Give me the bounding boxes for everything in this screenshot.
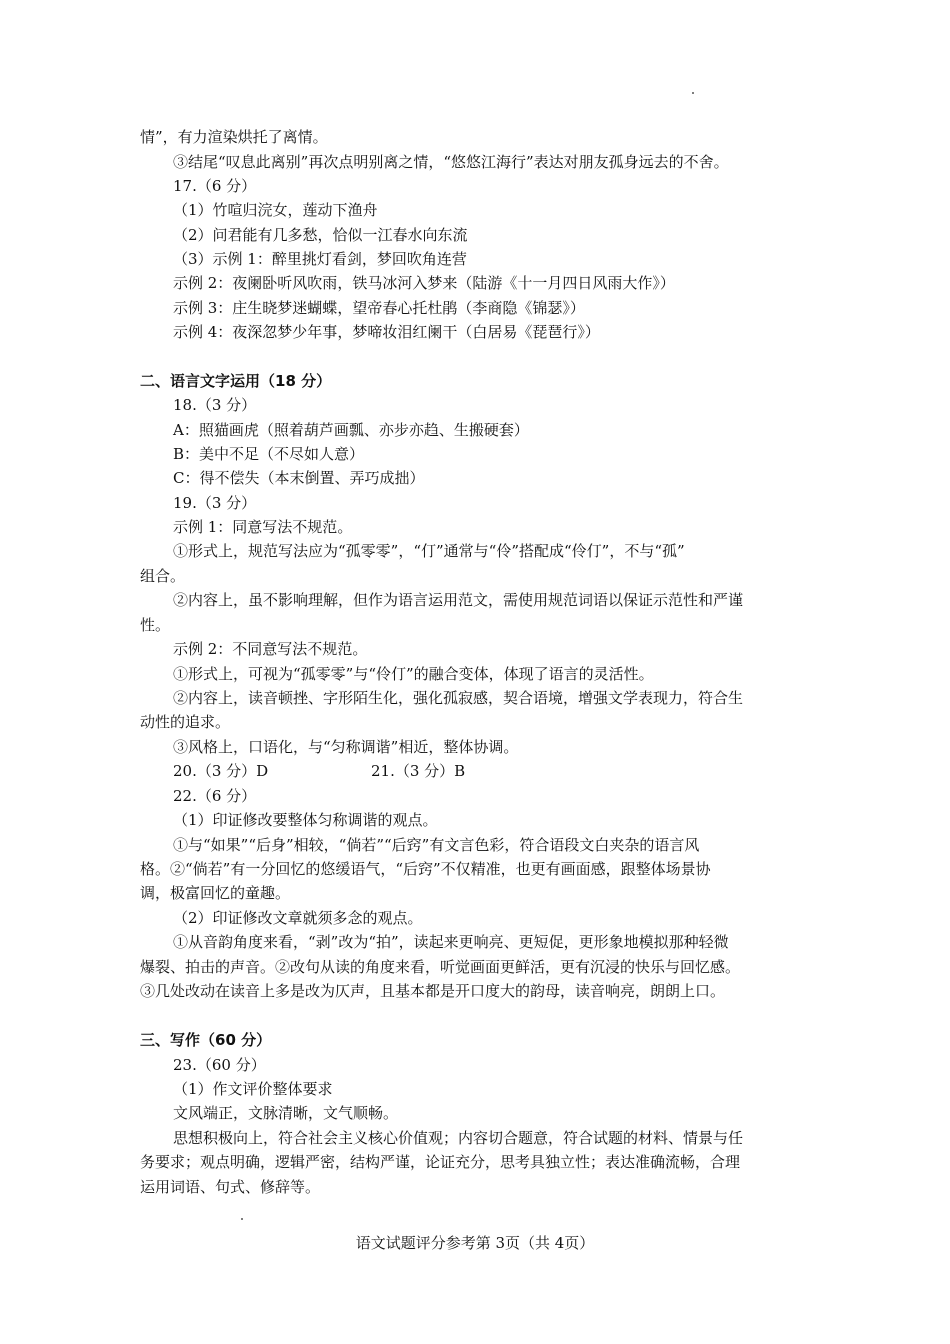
- question-heading: 18.（3 分）: [173, 396, 257, 414]
- text-line: 示例 4：夜深忽梦少年事，梦啼妆泪红阑干（白居易《琵琶行》）: [173, 323, 600, 341]
- text-line: 示例 3：庄生晓梦迷蝴蝶，望帝春心托杜鹃（李商隐《锦瑟》）: [173, 299, 585, 317]
- text-line: ①从音韵角度来看，“剥”改为“拍”，读起来更响亮、更短促，更形象地模拟那种轻微: [173, 933, 729, 951]
- question-answer: 20.（3 分）D: [173, 762, 269, 780]
- text-line: C：得不偿失（本末倒置、弄巧成拙）: [173, 469, 425, 487]
- question-heading: 19.（3 分）: [173, 494, 257, 512]
- text-line: ③风格上，口语化，与“匀称调谐”相近，整体协调。: [173, 738, 519, 756]
- scan-dot: [241, 1218, 243, 1220]
- text-line: （3）示例 1：醉里挑灯看剑，梦回吹角连营: [173, 250, 467, 268]
- text-line: 思想积极向上，符合社会主义核心价值观；内容切合题意，符合试题的材料、情景与任: [173, 1129, 744, 1147]
- text-line: 示例 2：夜阑卧听风吹雨，铁马冰河入梦来（陆游《十一月四日风雨大作》）: [173, 274, 675, 292]
- text-line: ①形式上，可视为“孤零零”与“伶仃”的融合变体，体现了语言的灵活性。: [173, 665, 654, 683]
- section-heading: 二、语言文字运用（18 分）: [140, 372, 332, 390]
- text-line: 组合。: [140, 567, 186, 585]
- text-line: ①与“如果”“后身”相较，“倘若”“后窍”有文言色彩，符合语段文白夹杂的语言风: [173, 836, 700, 854]
- text-line: A：照猫画虎（照着葫芦画瓢、亦步亦趋、生搬硬套）: [173, 421, 529, 439]
- text-line: ②内容上，虽不影响理解，但作为语言运用范文，需使用规范词语以保证示范性和严谨: [173, 591, 744, 609]
- text-line: ①形式上，规范写法应为“孤零零”，“仃”通常与“伶”搭配成“伶仃”，不与“孤”: [173, 542, 685, 560]
- question-heading: 17.（6 分）: [173, 177, 257, 195]
- text-line: ③结尾“叹息此离别”再次点明别离之情，“悠悠江海行”表达对朋友孤身远去的不舍。: [173, 153, 729, 171]
- section-heading: 三、写作（60 分）: [140, 1031, 272, 1049]
- text-line: 示例 2：不同意写法不规范。: [173, 640, 368, 658]
- text-line: 格。②“倘若”有一分回忆的悠缓语气，“后窍”不仅精准，也更有画面感，跟整体场景协: [140, 860, 711, 878]
- question-heading: 22.（6 分）: [173, 787, 257, 805]
- scan-dot: [692, 92, 694, 94]
- text-line: ②内容上，读音顿挫、字形陌生化，强化孤寂感，契合语境，增强文学表现力，符合生: [173, 689, 744, 707]
- text-line: （1）作文评价整体要求: [173, 1080, 333, 1098]
- text-line: （2）问君能有几多愁，恰似一江春水向东流: [173, 226, 468, 244]
- text-line: （2）印证修改文章就须多念的观点。: [173, 909, 423, 927]
- page-footer: 语文试题评分参考第 3页（共 4页）: [355, 1234, 595, 1252]
- text-line: ③几处改动在读音上多是改为仄声，且基本都是开口度大的韵母，读音响亮，朗朗上口。: [140, 982, 726, 1000]
- text-line: 调，极富回忆的童趣。: [140, 884, 291, 902]
- text-line: 性。: [140, 616, 171, 634]
- question-heading: 23.（60 分）: [173, 1056, 266, 1074]
- text-line: 文风端正，文脉清晰，文气顺畅。: [173, 1104, 399, 1122]
- text-line: 爆裂、拍击的声音。②改句从读的角度来看，听觉画面更鲜活，更有沉浸的快乐与回忆感。: [140, 958, 741, 976]
- text-line: 情”，有力渲染烘托了离情。: [140, 128, 328, 146]
- text-line: B：美中不足（不尽如人意）: [173, 445, 365, 463]
- text-line: 务要求；观点明确，逻辑严密，结构严谨，论证充分，思考具独立性；表达准确流畅，合理: [140, 1153, 741, 1171]
- text-line: 示例 1：同意写法不规范。: [173, 518, 353, 536]
- question-answer: 21.（3 分）B: [371, 762, 466, 780]
- text-line: （1）印证修改要整体匀称调谐的观点。: [173, 811, 438, 829]
- text-line: 动性的追求。: [140, 713, 231, 731]
- text-line: 运用词语、句式、修辞等。: [140, 1178, 321, 1196]
- text-line: （1）竹喧归浣女，莲动下渔舟: [173, 201, 378, 219]
